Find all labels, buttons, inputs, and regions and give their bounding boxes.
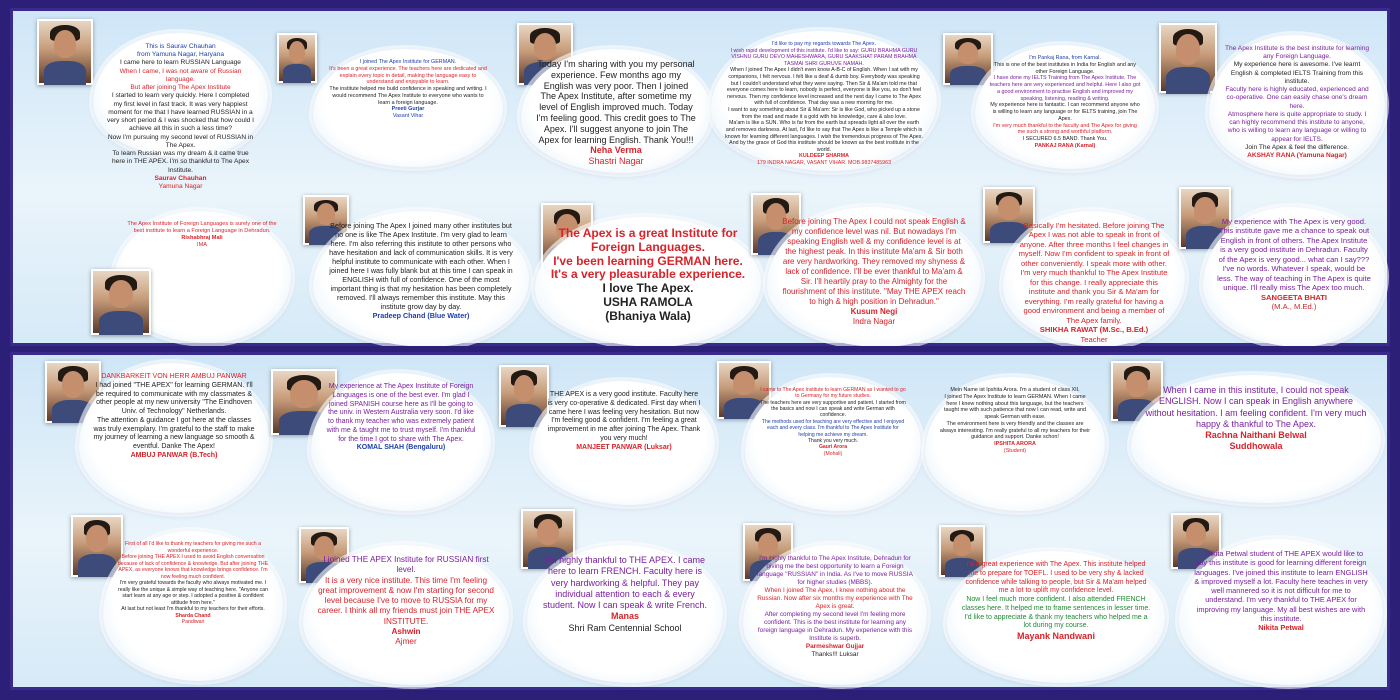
photo-pankaj — [943, 33, 993, 85]
photo-sharda — [71, 515, 123, 577]
photo-rishabhraj — [91, 269, 151, 335]
testimonial-rachna: When I came in this institute, I could not speak ENGLISH. Now I can speak in English anywhere without hesitation. I am feeling confident. I'm very much happy & thankful to The Apex. Rachna Naithani Belwal Suddhowala — [1131, 375, 1381, 503]
testimonial-kuldeep: I'd like to pay my regards towards The Apex. I wish rapid development of this institute. I'd like to say: GURU BRAHMA GURU VISHNU GURU DEVO MAHESHWARA, GURU SAAKSHAT PARAM BRAHMA TASMAI SHRI GURUVE NAMAH. When I joined The Apex I didn't even know A-B-C of English. When I sat with my companions, I felt nervous. I felt like a deaf & dumb boy. Everybody was speaking but I couldn't understand what they were saying. Then Sir & Ma'am told me that everyone comes here to learn, nobody is perfect, everyone is like you, so don't feel nervous. Then my confidence level increased and the next day I came to The Apex with full of confidence. That day was a new morning for me. I want to say something about Sir & Ma'am: Sir is like God, who picked up a stone from the road and made it a gold with his knowledge, care & also love. Ma'am is like a SUN. Who is far from the earth but spreads light all over the earth and removes darkness. At last, I'd like to say that The Apex is like a Temple which is known for learning different languages. I wish the tremendous progress of The Apex. And by the grace of God this institute should be known as the best institute in the world. KULDEEP SHARMA 179 INDRA NAGAR, VASANT VIHAR. MOB.9837485963 — [711, 31, 937, 171]
testimonial-mayank: I'd a great experience with The Apex. This institute helped me to prepare for TOEFL. I used to be very shy & lacked confidence while talking to people, but Sir & Ma'am helped me a lot to uplift my confidence level. Now I feel much more confident. I also attended FRENCH classes here. It helped me to frame sentences in lesser time. I'd like to appreciate & thank my teachers who helped me a lot during my course. Mayank Nandwani — [947, 551, 1165, 683]
testimonial-kusum: Before joining The Apex I could not speak English & my confidence level was nil. But nowadays I'm speaking English well & my confidence level is at the highest peak. In this institute Ma'am & Sir both are very hardworking. They removed my shyness & lack of confidence. I'll be ever thankful to Ma'am & Sir. I'll heartily pray to the Almighty for the flourishment of this institute. "May THE APEX reach to high & high position in Dehradun." Kusum Negi Indra Nagar — [767, 207, 981, 347]
photo-preeti — [277, 33, 317, 83]
photo-akshay — [1159, 23, 1217, 93]
top-panel — [10, 8, 1390, 346]
testimonial-ashwin: I joined THE APEX Institute for RUSSIAN first level. It is a very nice institute. This time I'm feeling great improvement & now I'm starting for second level because I've to move to RUSSIA for my career. I think all my friends must join THE APEX INSTITUTE. Ashwin Ajmer — [303, 545, 509, 685]
testimonial-komal: My experience at The Apex Institute of Foreign Languages is one of the best ever. I'm glad I joined SPANISH course here as I'll be going to the univ. in Western Australia very soon. I'd like to thank my teacher who was extremely patient with me & taught me to trust myself. I'm thankful for the time I got to share with The Apex. KOMAL SHAH (Bengaluru) — [311, 373, 491, 511]
testimonial-rishabhraj: The Apex Institute of Foreign Languages is surely one of the best institute to learn a Foreign Language in Dehradun. Rishabhraj Mali IMA — [113, 211, 291, 343]
testimonial-sangeeta: My experience with The Apex is very good. This institute gave me a chance to speak out English in front of others. The Apex Institute is a very good institute in Dehradun. Faculty of the Apex is very good... what can I say??? I've no words. Whatever I speak, would be less. The way of teaching in The Apex is quite unique. I'll really miss The Apex too much. SANGEETA BHATI (M.A., M.Ed.) — [1203, 207, 1385, 347]
testimonial-akshay: The Apex Institute is the best institute for learning any Foreign Language. My experience here is awesome. I've learnt English & completed IELTS Training from this institute. Faculty here is highly educated, experienced and co-operative. One can easily chase one's dream here. Atmosphere here is quite appropriate to study. I can highly recommend this institute to anyone, who is willing to learn any language or willing to appear for IELTS. Join The Apex & feel the difference. AKSHAY RANA (Yamuna Nagar) — [1209, 35, 1385, 175]
testimonial-gauri: I came to The Apex Institute to learn GERMAN as I wanted to go to Germany for my future studies. The teachers here are very supportive and patient. I started from the basics and now I can speak and write German with confidence. The methods used for teaching are very effective and I enjoyed each and every class. I'm thankful to The Apex Institute for helping me achieve my dream. Thank you very much. Gauri Arora (Mohali) — [745, 377, 921, 511]
photo-saurav — [37, 19, 93, 85]
testimonial-shikha: Basically I'm hesitated. Before joining The Apex I was not able to speak in front of anyone. After three months I feel changes in myself. Now I'm confident to speak in front of other conveniently. I speak more with other. I'm very much thankful to The Apex Institute for this change. I really appreciate this institute and thank you Sir & Ma'am for everything. I'm really grateful for having a good environment and being a member of The Apex family. SHIKHA RAWAT (M.Sc., B.Ed.) Teacher — [1003, 211, 1185, 347]
testimonial-ambuj: DANKBARKEIT VON HERR AMBUJ PANWAR I had joined "THE APEX" for learning GERMAN. I'll be required to communicate with my classmates & other people at my new university "The Eindhoven Univ. of Technology" Netherlands. The attention & guidance I got here at the classes was truly exemplary. I'm grateful to the staff to make my journey of learning a new language so smooth & eventful. Danke The Apex! AMBUJ PANWAR (B.Tech) — [79, 363, 269, 513]
testimonial-pankaj: I'm Pankaj Rana, from Karnal. This is one of the best institutes in India for English and any other Foreign Language. I have done my IELTS Training from The Apex Institute. The teachers here are very experienced and helpful. Here I also got a good environment to practise English and improved my speaking, listening, reading & writing. My experience here is fantastic. I can recommend anyone who is willing to learn any language or for IELTS training, join The Apex. I'm very much thankful to the faculty and The Apex for giving me such a strong and worthful platform. I SECURED 6.5 BAND. Thank You. PANKAJ RANA (Karnal) — [975, 45, 1155, 169]
testimonial-pradeep: Before joining The Apex I joined many other institutes but no one is like The Apex Institute. I'm very glad to learn here. I'm also referring this institute to other persons who have hesitation and lack of communication skills. It is very helpful institute to communicate with each other. When I joined here I was fully blank but at this time I can speak in ENGLISH with full of confidence. One of the most important thing is that my hesitation has been completely removed. I'll always remember this institute. May this institute grow day by day. Pradeep Chand (Blue Water) — [313, 211, 529, 347]
testimonial-saurav: This is Saurav Chauhan from Yamuna Nagar, Haryana I came here to learn RUSSIAN Language When I came, I was not aware of Russian language. But after joining The Apex Institute I started to learn very quickly. Here I completed my first level in fast track. It was very happiest moment for me that I have learned RUSSIAN in a very short period & I was shocked that how could I achieve all this in such a less time? Now I'm pursuing my second level of RUSSIAN in The Apex. To learn Russian was my dream & it came true here in THE APEX. I'm so thankful to The Apex Institute. Saurav Chauhan Yamuna Nagar — [93, 33, 268, 158]
testimonial-sharda: First of all I'd like to thank my teachers for giving me such a wonderful experience. Before joining THE APEX I used to avoid English conversation because of lack of confidence & knowledge. But after joining THE APEX, as everyone knows that knowledge brings confidence. I'm now feeling much confident. I'm very grateful towards the faculty who always motivated me. I really like the unique & simple way of teaching here. "Anyone can start learn at any age or step. I adopted a positive & confident attitude from here." At last but not least I'm thankful to my teachers for their efforts. Sharda Chand Pandiwari — [103, 531, 283, 681]
testimonial-manas: I'm highly thankful to THE APEX. I came here to learn FRENCH. Faculty here is very hardworking & helpful. They pay individual attention to each & every student. Now I can speak & write French. Manas Shri Ram Centennial School — [527, 545, 723, 683]
testimonial-usha: The Apex is a great Institute for Foreign Languages. I've been learning GERMAN here. It's a very pleasurable experience. I love The Apex. USHA RAMOLA (Bhaniya Wala) — [535, 217, 761, 347]
bottom-panel — [10, 352, 1390, 690]
testimonial-ipshita: Mein Name ist Ipshita Arora. I'm a student of class XII. I joined The Apex Institute to learn GERMAN. When I came here I knew nothing about this language, but the teachers taught me with such patience that now I can read, write and speak German with ease. The environment here is very friendly and the classes are always interesting. I'm really grateful to all my teachers for their guidance and support. Danke schon! IPSHITA ARORA (Student) — [925, 377, 1105, 511]
testimonial-manjeet: THE APEX is a very good institute. Faculty here is very co-operative & dedicated. First day when I came here I was feeling very hesitation. But now I'm feeling good & confident. I'm feeling a great improvement in me after joining The Apex. Thank you very much! MANJEET PANWAR (Luksar) — [533, 381, 715, 505]
testimonial-preeti: I joined The Apex Institute for GERMAN. It's been a great experience. The teachers here are dedicated and explain every topic in detail, making the language easy to understand and enjoyable to learn. The institute helped me build confidence in speaking and writing. I would recommend The Apex Institute to everyone who wants to learn a foreign language. Preeti Gurjar Vasant Vihar — [313, 49, 503, 167]
testimonial-parmeshwar: I'm highly thankful to The Apex Institute, Dehradun for giving me the best opportunity to learn a Foreign language "RUSSIAN" in India. As I've to move RUSSIA for higher studies (MBBS). When I joined The Apex, I knew nothing about the Russian. Now after six months my experience with The Apex is great. After completing my second level I'm feeling more confident. This is the best institute for learning any foreign language in Dehradun. My experience with this Institute is superb. Parmeshwar Gujjar Thanks!!! Luksar — [743, 545, 927, 685]
photo-manjeet — [499, 365, 549, 427]
testimonial-neha: Today I'm sharing with you my personal experience. Few months ago my English was very poor. Then I joined The Apex Institute, after sometime my level of English improved much. Today I'm feeling good. This credit goes to The Apex. I'll suggest anyone to join The Apex for learning English. Thank You!!! Neha Verma Shastri Nagar — [521, 49, 711, 173]
testimonial-nikita: I, Nikita Petwal student of THE APEX would like to say this institute is good for learning different foreign languages. I've joined this institute to learn ENGLISH & improved myself a lot. Faculty here teaches in very well mannered so it is not difficult for me to understand. I'm very thankful to THE APEX for improving my language. My all best wishes are with this institute. Nikita Petwal — [1179, 539, 1383, 685]
